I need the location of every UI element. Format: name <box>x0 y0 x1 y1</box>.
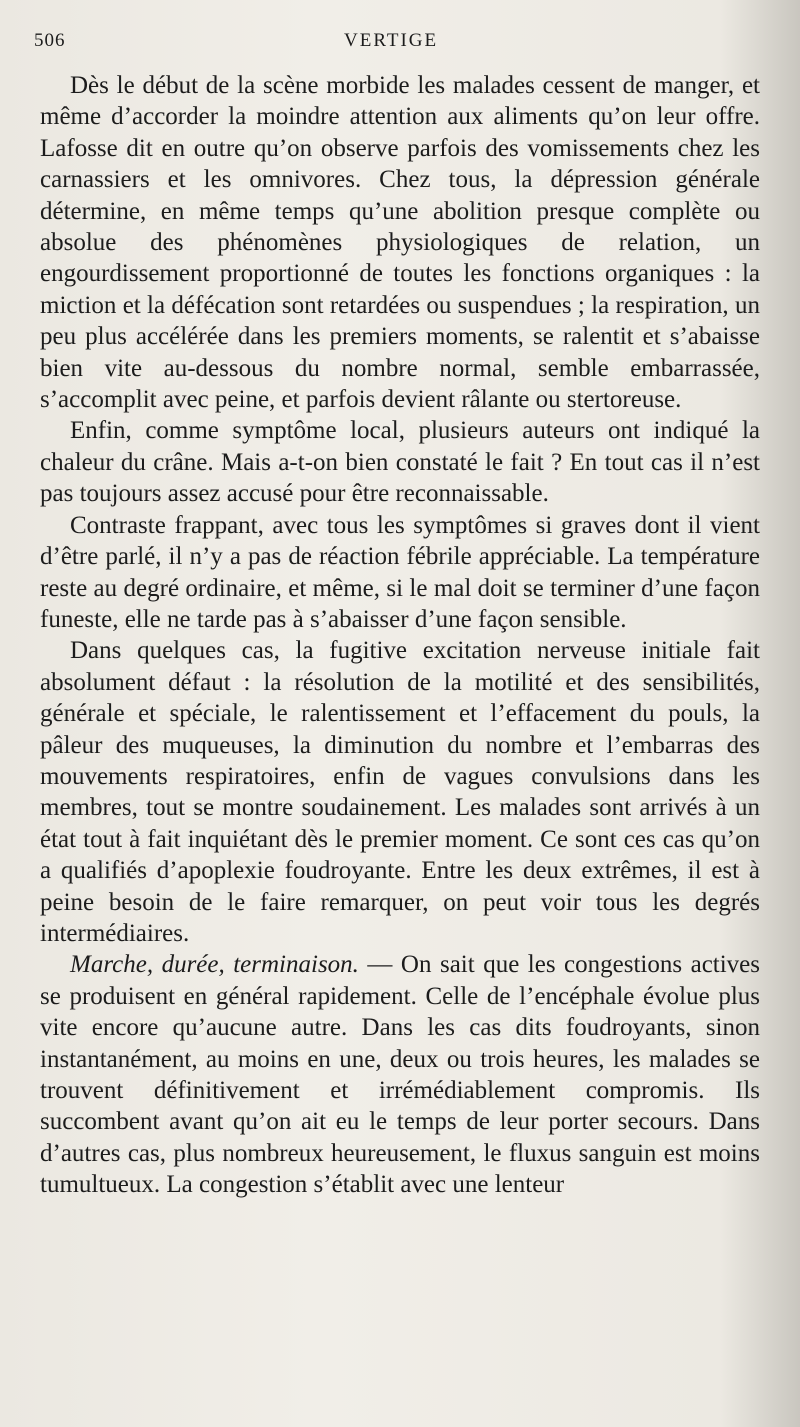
paragraph-foudroyante: Dans quelques cas, la fugitive excitation nerveuse initiale fait absolument défaut : la résolution de la motilité et des sensibilités, générale et spéciale, le ralentissement et l’effacement du pouls, la pâleur des muqueuses, la diminution du nombre et l’embarras des mouvements respiratoires, enfin de vagues convulsions dans les membres, tout se montre soudainement. Les malades sont arrivés à un état tout à fait inquiétant dès le premier moment. Ce sont ces cas qu’on a qualifiés d’apoplexie foudroyante. Entre les deux extrêmes, il est à peine besoin de le faire remarquer, on peut voir tous les degrés intermédiaires. <box>40 637 760 947</box>
running-title: VERTIGE <box>344 30 439 51</box>
page-number: 506 <box>34 30 66 51</box>
section-text: — On sait que les congestions actives se produisent en général rapidement. Celle de l’encéphale évolue plus vite encore qu’aucune autre. Dans les cas dits foudroyants, sinon instantanément, au moins en une, deux ou trois heures, les malades se trouvent définitivement et irrémédiablement compromis. Ils succombent avant qu’on ait eu le temps de leur porter secours. Dans d’autres cas, plus nombreux heureusement, le fluxus sanguin est moins tumultueux. La congestion s’établit avec une lenteur <box>40 951 761 1199</box>
page-header <box>34 30 760 60</box>
paragraph-marche <box>40 949 760 1200</box>
paragraph-temperature: Contraste frappant, avec tous les symptômes si graves dont il vient d’être parlé, il n’y a pas de réaction fébrile appréciable. La température reste au degré ordinaire, et même, si le mal doit se terminer d’une façon funeste, elle ne tarde pas à s’abaisser d’une façon sensible. <box>40 511 760 633</box>
body-text <box>40 70 760 1201</box>
paragraph-local-symptom: Enfin, comme symptôme local, plusieurs auteurs ont indiqué la chaleur du crâne. Mais a-t-on bien constaté le fait ? En tout cas il n’est pas toujours assez accusé pour être reconnaissable. <box>40 417 760 508</box>
paragraph-symptoms: Dès le début de la scène morbide les malades cessent de manger, et même d’accorder la moindre attention aux aliments qu’on leur offre. Lafosse dit en outre qu’on observe parfois des vomissements chez les carnassiers et les omnivores. Chez tous, la dépression générale détermine, en même temps qu’une abolition presque complète ou absolue des phénomènes physiologiques de relation, un engourdissement proportionné de toutes les fonctions organiques : la miction et la défécation sont retardées ou suspendues ; la respiration, un peu plus accélérée dans les premiers moments, se ralentit et s’abaisse bien vite au-dessous du nombre normal, semble embarrassée, s’accomplit avec peine, et parfois devient râlante ou stertoreuse. <box>40 72 760 414</box>
section-heading: Marche, durée, terminaison. <box>70 951 359 979</box>
